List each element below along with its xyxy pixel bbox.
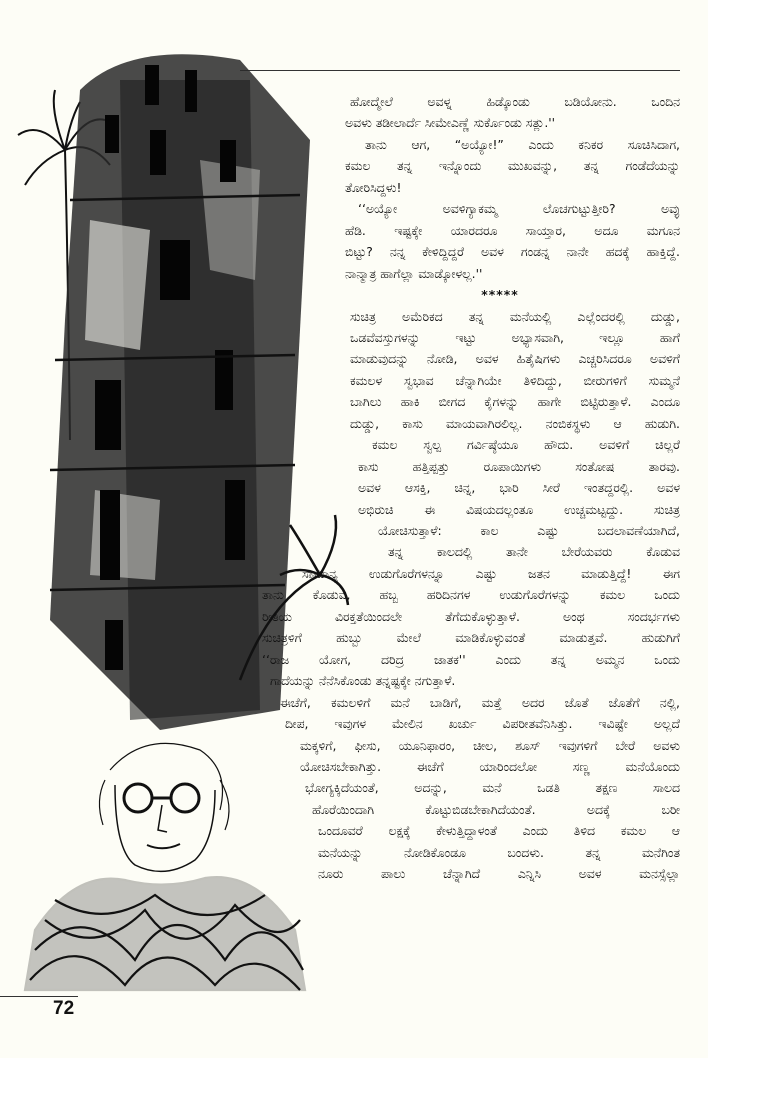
text-line: ದೀಪ, ಇವುಗಳ ಮೇಲಿನ ಖರ್ಚು ವಿಪರೀತವೆನಿಸಿತ್ತು. ಇವಿಷ್ಟೇ ಅಲ್ಲದೆ [285, 716, 680, 732]
text-line: ಒಂದೂವರೆ ಲಕ್ಷಕ್ಕೆ ಕೇಳುತ್ತಿದ್ದಾಳಂತೆ ಎಂದು ತಿಳಿದ ಕಮಲ ಆ [318, 823, 680, 839]
text-line: ಸುಚಿತ್ರಳಿಗೆ ಹುಬ್ಬು ಮೇಲೆ ಮಾಡಿಕೊಳ್ಳುವಂತೆ ಮಾಡುತ್ತವೆ. ಹುಡುಗಿಗೆ [262, 630, 680, 646]
text-line: ಕಮಲಳ ಸ್ವಭಾವ ಚೆನ್ನಾಗಿಯೇ ತಿಳಿದಿದ್ದು, ಬೀರುಗಳಿಗೆ ಸುಮ್ಮನೆ [350, 372, 680, 388]
text-line: ಕಾಸು ಹತ್ತಿಪ್ಪತ್ತು ರೂಪಾಯಿಗಳು ಸಂತೋಷ ತಾರವು. [358, 458, 680, 474]
text-line: ಯೋಚಿಸುತ್ತಾಳೆ: ಕಾಲ ಎಷ್ಟು ಬದಲಾವಣೆಯಾಗಿದೆ, [378, 523, 680, 538]
text-line: ಭೋಗ್ಯಕ್ಕಿದೆಯಂತೆ, ಅದನ್ನು, ಮನೆ ಒಡತಿ ತಕ್ಷಣ ಸಾಲದ [305, 780, 680, 796]
text-line: ದುಡ್ಡು, ಕಾಸು ಮಾಯವಾಗಿರಲಿಲ್ಲ. ನಂಬಿಕಸ್ಥಳು ಆ ಹುಡುಗಿ. [350, 415, 680, 431]
text-line: ಕಮಲ ಸ್ವಲ್ಪ ಗರ್ವಿಷ್ಠೆಯೂ ಹೌದು. ಅವಳಿಗೆ ಚಿಲ್ಲರೆ [372, 437, 680, 453]
text-line: ತಾನು ಆಗ, “ಅಯ್ಯೋ!” ಎಂದು ಕನಿಕರ ಸೂಚಿಸಿದಾಗ, [365, 136, 680, 152]
text-line: ಯೋಚಿಸಬೇಕಾಗಿತ್ತು. ಈಚೆಗೆ ಯಾರಿಂದಲೋ ಸಣ್ಣ ಮನೆಯೊಂದು [300, 758, 680, 774]
text-line: ಅವಳು ತಡೀಲಾರ್ದೆ ಸೀಮೇಎಣ್ಣೆ ಸುರ್ಕೊಂಡು ಸತ್ಲು.'' [345, 115, 556, 131]
text-line: ಬಿಟ್ಟು? ನನ್ನ ಕೇಳಿದ್ದಿದ್ದರೆ ಅವಳ ಗಂಡನ್ನ ನಾನೇ ಹದಕ್ಕೆ ಹಾಕ್ತಿದ್ದೆ. [345, 244, 680, 260]
text-line: ಸುಚಿತ್ರ ಅಮೆರಿಕದ ತನ್ನ ಮನೆಯಲ್ಲಿ ಎಲ್ಲೆಂದರಲ್ಲಿ ದುಡ್ಡು, [350, 308, 680, 324]
text-line: ಅವಳ ಆಸಕ್ತಿ, ಚಿನ್ನ, ಭಾರಿ ಸೀರೆ ಇಂತದ್ದರಲ್ಲಿ. ಅವಳ [358, 480, 680, 496]
text-line: ಕಮಲ ತನ್ನ ಇನ್ನೊಂದು ಮುಖವನ್ನು, ತನ್ನ ಗಂಡೆದೆಯನ್ನು [345, 158, 680, 174]
text-line: ಬಾಗಿಲು ಹಾಕಿ ಬೀಗದ ಕೈಗಳನ್ನು ಹಾಗೇ ಬಿಟ್ಟಿರುತ್ತಾಳೆ. ಎಂದೂ [350, 394, 680, 410]
text-line: ಹೋದ್ಮೇಲೆ ಅವಳ್ನ ಹಿಡ್ಕೊಂಡು ಬಡಿಯೋನು. ಒಂದಿನ [350, 94, 680, 109]
text-line: ರೀತಿಯ ವಿರಕ್ತತೆಯಿಂದಲೇ ತೆಗೆದುಕೊಳ್ಳುತ್ತಾಳೆ. ಅಂಥ ಸಂದರ್ಭಗಳು [262, 608, 680, 624]
page-number: 72 [53, 998, 75, 1019]
text-line: ಮಾಡುವುದನ್ನು ನೋಡಿ, ಅವಳ ಹಿತೈಷಿಗಳು ಎಚ್ಚರಿಸಿದರೂ ಅವಳಿಗೆ [350, 351, 680, 367]
text-line: ಗಾದೆಯನ್ನು ನೆನೆಸಿಕೊಂಡು ತನ್ನಷ್ಟಕ್ಕೇ ನಗುತ್ತಾಳೆ. [270, 673, 456, 689]
text-line: ಈಚೆಗೆ, ಕಮಲಳಿಗೆ ಮನೆ ಬಾಡಿಗೆ, ಮತ್ತೆ ಅದರ ಜೊತೆ ಜೊತೆಗೆ ನಲ್ಲಿ, [280, 694, 680, 710]
text-line: ತನ್ನ ಕಾಲದಲ್ಲಿ ತಾನೇ ಬೇರೆಯವರು ಕೊಡುವ [388, 544, 680, 560]
text-line: ‘‘ರಾಜ ಯೋಗ, ದರಿದ್ರ ಜಾತಕ'' ಎಂದು ತನ್ನ ಅಮ್ಮನ ಒಂದು [262, 651, 680, 667]
text-line: ಹೊರೆಯಿಂದಾಗಿ ಕೊಟ್ಟುಬಿಡಬೇಕಾಗಿದೆಯಂತೆ. ಅದಕ್ಕೆ ಬರೀ [312, 801, 680, 817]
text-line: ಮನೆಯನ್ನು ನೋಡಿಕೊಂಡೂ ಬಂದಳು. ತನ್ನ ಮನೆಗಿಂತ [318, 844, 680, 860]
portrait-illustration [15, 730, 310, 1005]
text-line: ‘‘ಅಯ್ಯೋ ಅವಳಿಗ್ಯಾಕಮ್ಮ ಲೊಚಗುಟ್ಟುತ್ತೀರಿ? ಅವ್ಳು [358, 201, 680, 217]
text-line: ***** [481, 287, 519, 303]
text-line: ತೋರಿಸಿದ್ದಳು! [345, 179, 402, 195]
text-line: ನಾನ್ಮಾತ್ರ ಹಾಗೆಲ್ಲಾ ಮಾಡ್ಕೋಳಲ್ಲ.'' [345, 265, 483, 281]
text-line: ಅಭಿರುಚಿ ಈ ವಿಷಯದಲ್ಲಂತೂ ಉಚ್ಚಮಟ್ಟದ್ದು. ಸುಚಿತ್ರ [358, 501, 680, 517]
text-line: ನೂರು ಪಾಲು ಚೆನ್ನಾಗಿದೆ ಎನ್ನಿಸಿ ಅವಳ ಮನಸ್ಸೆಲ್ಲಾ [318, 866, 680, 882]
text-line: ಸಾಮಾನ್ಯ ಉಡುಗೊರೆಗಳನ್ನೂ ಎಷ್ಟು ಜತನ ಮಾಡುತ್ತಿದ್ದೆ! ಈಗ [302, 565, 680, 581]
text-line: ಒಡವೆವಸ್ತುಗಳನ್ನು ಇಟ್ಟು ಅಭ್ಯಾಸವಾಗಿ, ಇಲ್ಲೂ ಹಾಗೆ [350, 329, 680, 345]
bottom-rule [0, 996, 78, 997]
text-line: ಹೆಡಿ. ಇಷ್ಟಕ್ಕೇ ಯಾರದರೂ ಸಾಯ್ತಾರ, ಅದೂ ಮಗೂನ [345, 222, 680, 238]
text-line: ತಾನು ಕೊಡುವ, ಹಬ್ಬ ಹರಿದಿನಗಳ ಉಡುಗೊರೆಗಳನ್ನು ಕಮಲ ಒಂದು [262, 587, 680, 603]
text-line: ಮಕ್ಕಳಿಗೆ, ಫೀಸು, ಯೂನಿಫಾರಂ, ಚೀಲ, ಶೂಸ್ ಇವುಗಳಿಗೆ ಬೇರೆ ಅವಳು [300, 737, 680, 753]
